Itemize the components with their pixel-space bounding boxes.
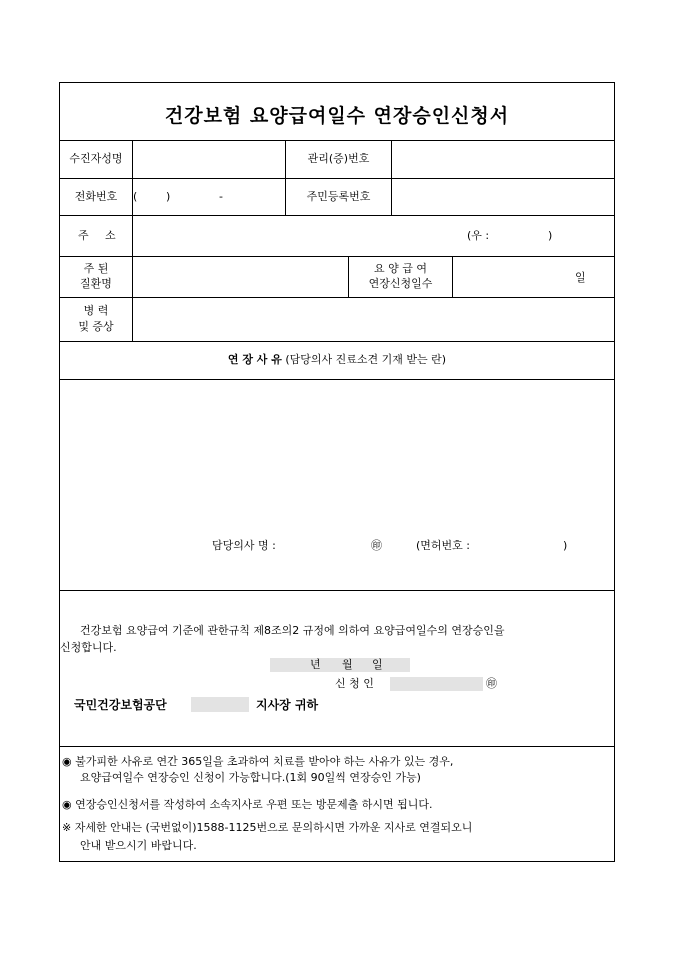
- extension-days-field[interactable]: [453, 257, 614, 297]
- disease-label-line2: 질환명: [80, 277, 112, 290]
- divider: [60, 590, 614, 591]
- address-label-1: 주: [78, 229, 89, 242]
- declaration-line2: 신청합니다.: [60, 641, 117, 654]
- history-symptoms-field[interactable]: [133, 298, 614, 341]
- branch-name-field[interactable]: [191, 697, 249, 712]
- phone-field[interactable]: [133, 179, 284, 215]
- declaration-line1: 건강보험 요양급여 기준에 관한규칙 제8조의2 규정에 의하여 요양급여일수의 연장승인을: [80, 624, 505, 637]
- note-2-text: 연장승인신청서를 작성하여 소속지사로 우편 또는 방문제출 하시면 됩니다.: [75, 798, 433, 811]
- doctor-name-label: 담당의사 명 :: [212, 539, 276, 552]
- phone-close-paren: ): [166, 190, 171, 203]
- postal-label: (우 :: [467, 229, 490, 242]
- history-label-line2: 및 증상: [78, 320, 114, 333]
- license-no-close: ): [563, 539, 568, 552]
- form-title: 건강보험 요양급여일수 연장승인신청서: [164, 105, 510, 127]
- note-1-text: 불가피한 사유로 연간 365일을 초과하여 치료를 받아야 하는 사유가 있는 경우,: [75, 755, 454, 768]
- phone-open-paren: (: [133, 190, 138, 203]
- applicant-seal: ㊞: [486, 677, 497, 690]
- extension-days-label-line2: 연장신청일수: [368, 277, 433, 290]
- phone-dash: -: [219, 190, 223, 203]
- license-no-label: (면허번호 :: [416, 539, 470, 552]
- reason-header-note: (담당의사 진료소견 기재 받는 란): [285, 353, 447, 366]
- postal-close: ): [548, 229, 553, 242]
- management-no-field[interactable]: [392, 141, 614, 178]
- note-2: [62, 797, 433, 812]
- management-no-label: 관리(증)번호: [307, 152, 370, 165]
- note-3-line1: [62, 820, 472, 835]
- note-3-line2: 안내 받으시기 바랍니다.: [80, 839, 197, 852]
- application-form: [59, 82, 615, 862]
- year-label: 년: [310, 658, 321, 671]
- note-1-mark: ◉: [62, 755, 72, 768]
- note-3-mark: ※: [62, 821, 72, 834]
- doctor-name-field[interactable]: [292, 536, 368, 556]
- applicant-name-field[interactable]: [390, 677, 483, 691]
- recipient-name-field[interactable]: [133, 141, 284, 178]
- org-name: 국민건강보험공단: [74, 698, 167, 712]
- reason-header-title: 연 장 사 유: [227, 353, 282, 366]
- disease-label-line1: 주 된: [83, 262, 109, 275]
- disease-name-field[interactable]: [133, 257, 347, 297]
- doctor-seal: ㊞: [371, 539, 382, 552]
- applicant-label: 신 청 인: [335, 677, 374, 690]
- note-2-mark: ◉: [62, 798, 72, 811]
- license-no-field[interactable]: [485, 536, 560, 556]
- divider: [60, 341, 614, 342]
- reason-header: [60, 353, 614, 367]
- note-1-line2: 요양급여일수 연장승인 신청이 가능합니다.(1회 90일씩 연장승인 가능): [80, 771, 421, 784]
- addressee-suffix: 지사장 귀하: [256, 698, 319, 712]
- month-label: 월: [342, 658, 353, 671]
- resident-no-field[interactable]: [392, 179, 614, 215]
- history-label-line1: 병 력: [83, 304, 109, 317]
- phone-label: 전화번호: [74, 190, 118, 203]
- note-1-line1: [62, 754, 453, 769]
- address-field[interactable]: [133, 216, 614, 256]
- day-label: 일: [372, 658, 383, 671]
- date-field[interactable]: [270, 658, 410, 672]
- address-label-2: 소: [105, 229, 116, 242]
- days-unit: 일: [575, 271, 586, 284]
- divider: [60, 746, 614, 747]
- reason-text-area[interactable]: [60, 380, 614, 545]
- note-3-text: 자세한 안내는 (국번없이)1588-1125번으로 문의하시면 가까운 지사로 연결되오니: [74, 821, 473, 834]
- resident-no-label: 주민등록번호: [306, 190, 371, 203]
- recipient-name-label: 수진자성명: [69, 152, 123, 165]
- extension-days-label-line1: 요 양 급 여: [374, 262, 427, 275]
